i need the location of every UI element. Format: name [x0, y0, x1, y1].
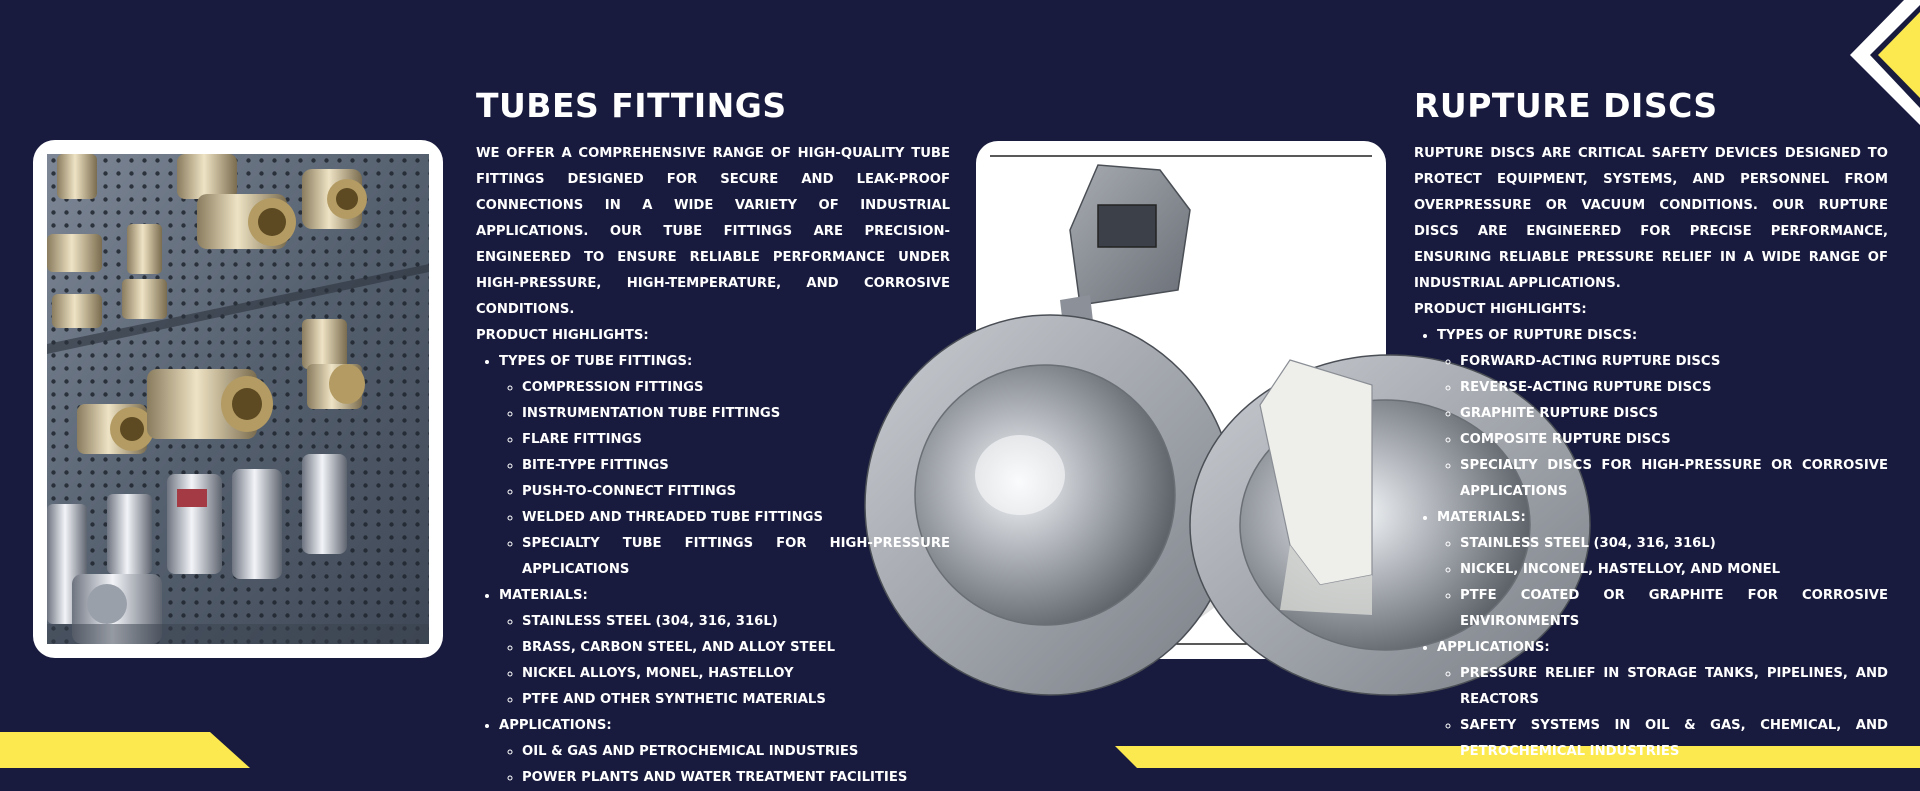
list-item: ◦ STAINLESS STEEL (304, 316, 316L): [522, 609, 950, 635]
group-label: APPLICATIONS:: [1437, 640, 1550, 655]
yellow-corner-shape-left: [0, 732, 250, 768]
list-item: ◦ WELDED AND THREADED TUBE FITTINGS: [522, 505, 950, 531]
list-item: ◦ PTFE AND OTHER SYNTHETIC MATERIALS: [522, 687, 950, 713]
list-item: [1437, 323, 1888, 505]
rupture-discs-photo: [990, 155, 1372, 645]
rupture-discs-section: [1414, 84, 1888, 765]
rupture-discs-highlights-list: [1414, 323, 1888, 765]
list-item: ◦ NICKEL, INCONEL, HASTELLOY, AND MONEL: [1460, 557, 1888, 583]
list-item: ◦ REVERSE-ACTING RUPTURE DISCS: [1460, 375, 1888, 401]
list-item: [499, 349, 950, 583]
list-item: [499, 583, 950, 713]
group-label: TYPES OF RUPTURE DISCS:: [1437, 328, 1638, 343]
list-item: ◦ OIL & GAS AND PETROCHEMICAL INDUSTRIES: [522, 739, 950, 765]
tube-fittings-title: TUBES FITTINGS: [476, 86, 787, 125]
list-item: ◦ FLARE FITTINGS: [522, 427, 950, 453]
list-item: ◦ POWER PLANTS AND WATER TREATMENT FACILITIES: [522, 765, 950, 791]
rupture-discs-intro: RUPTURE DISCS ARE CRITICAL SAFETY DEVICES DESIGNED TO PROTECT EQUIPMENT, SYSTEMS, AND PERSONNEL FROM OVERPRESSURE OR VACUUM CONDITIONS. OUR RUPTURE DISCS ARE ENGINEERED FOR PRECISE PERFORMANCE, ENSURING RELIABLE PRESSURE RELIEF IN A WIDE RANGE OF INDUSTRIAL APPLICATIONS.: [1414, 146, 1888, 291]
list-item: ◦ SPECIALTY DISCS FOR HIGH-PRESSURE OR CORROSIVE APPLICATIONS: [1460, 453, 1888, 505]
tube-fittings-photo: [47, 154, 429, 644]
list-item: ◦ BITE-TYPE FITTINGS: [522, 453, 950, 479]
list-item: ◦ COMPRESSION FITTINGS: [522, 375, 950, 401]
rupture-discs-title: RUPTURE DISCS: [1414, 86, 1718, 125]
list-item: ◦ PUSH-TO-CONNECT FITTINGS: [522, 479, 950, 505]
list-item: ◦ PRESSURE RELIEF IN STORAGE TANKS, PIPELINES, AND REACTORS: [1460, 661, 1888, 713]
list-item: ◦ FORWARD-ACTING RUPTURE DISCS: [1460, 349, 1888, 375]
list-item: ◦ STAINLESS STEEL (304, 316, 316L): [1460, 531, 1888, 557]
rupture-discs-photo-frame: [976, 141, 1386, 659]
tube-fittings-photo-frame: [33, 140, 443, 658]
list-item: ◦ GRAPHITE RUPTURE DISCS: [1460, 401, 1888, 427]
list-item: ◦ INSTRUMENTATION TUBE FITTINGS: [522, 401, 950, 427]
group-label: MATERIALS:: [499, 588, 588, 603]
list-item: ◦ PTFE COATED OR GRAPHITE FOR CORROSIVE ENVIRONMENTS: [1460, 583, 1888, 635]
list-item: ◦ COMPOSITE RUPTURE DISCS: [1460, 427, 1888, 453]
list-item: ◦ NICKEL ALLOYS, MONEL, HASTELLOY: [522, 661, 950, 687]
group-label: APPLICATIONS:: [499, 718, 612, 733]
group-label: TYPES OF TUBE FITTINGS:: [499, 354, 693, 369]
tube-fittings-section: [476, 84, 950, 791]
list-item: [1437, 505, 1888, 635]
list-item: ◦ BRASS, CARBON STEEL, AND ALLOY STEEL: [522, 635, 950, 661]
list-item: ◦ SAFETY SYSTEMS IN OIL & GAS, CHEMICAL, AND PETROCHEMICAL INDUSTRIES: [1460, 713, 1888, 765]
rupture-discs-highlights-label: PRODUCT HIGHLIGHTS:: [1414, 302, 1587, 317]
tube-fittings-highlights-list: [476, 349, 950, 791]
tube-fittings-intro: WE OFFER A COMPREHENSIVE RANGE OF HIGH-QUALITY TUBE FITTINGS DESIGNED FOR SECURE AND LEAK-PROOF CONNECTIONS IN A WIDE VARIETY OF INDUSTRIAL APPLICATIONS. OUR TUBE FITTINGS ARE PRECISION-ENGINEERED TO ENSURE RELIABLE PERFORMANCE UNDER HIGH-PRESSURE, HIGH-TEMPERATURE, AND CORROSIVE CONDITIONS.: [476, 146, 950, 317]
list-item: ◦ SPECIALTY TUBE FITTINGS FOR HIGH-PRESSURE APPLICATIONS: [522, 531, 950, 583]
list-item: [1437, 635, 1888, 765]
tube-fittings-highlights-label: PRODUCT HIGHLIGHTS:: [476, 328, 649, 343]
group-label: MATERIALS:: [1437, 510, 1526, 525]
list-item: [499, 713, 950, 791]
